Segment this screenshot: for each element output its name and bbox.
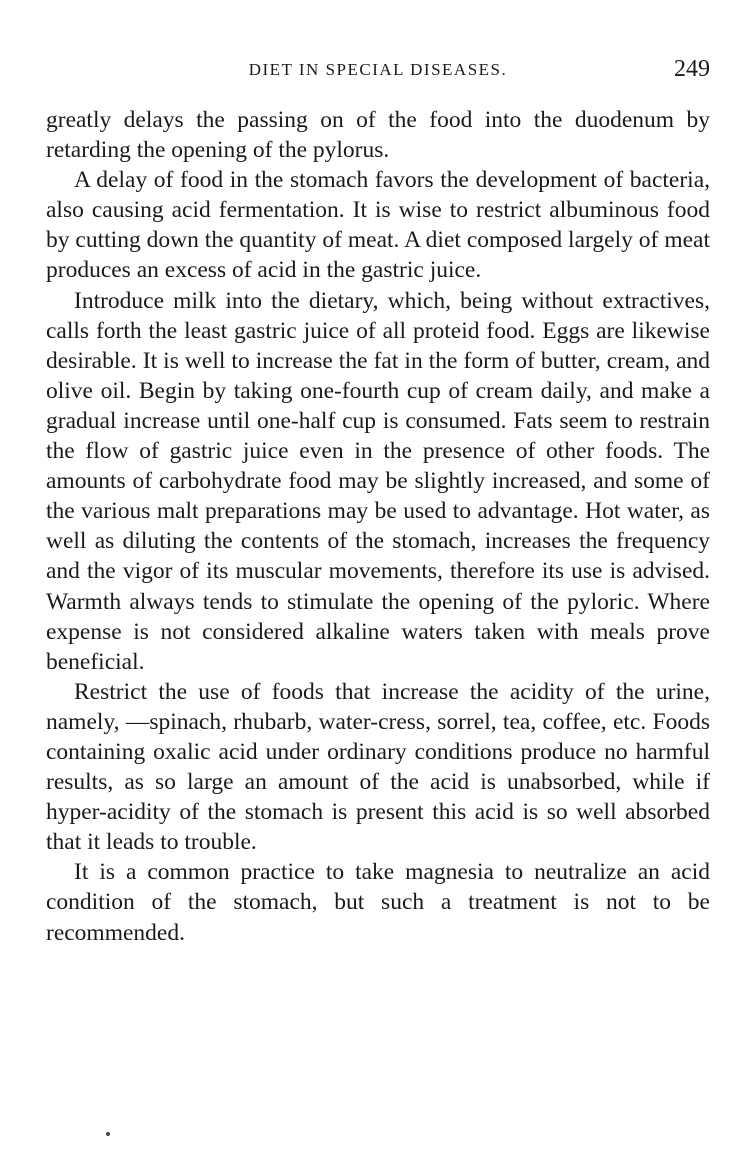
page-number: 249	[674, 56, 710, 82]
body-text	[46, 105, 710, 948]
running-head	[46, 56, 710, 94]
paragraph: It is a common practice to take magnesia to neutralize an acid condition of the stomach, but such a treatment is not to be recommended.	[46, 859, 710, 946]
paragraph: Restrict the use of foods that increase the acidity of the urine, namely, —spinach, rhubarb, water-cress, sorrel, tea, coffee, etc. Foods containing oxalic acid under ordinary conditions produce no harmful results, as so large an amount of the acid is unabsorbed, while if hyper-acidity of the stomach is present this acid is so well absorbed that it leads to trouble.	[46, 678, 710, 856]
paragraph: A delay of food in the stomach favors the development of bacteria, also causing acid fermentation. It is wise to restrict albuminous food by cutting down the quantity of meat. A diet composed largely of meat produces an excess of acid in the gastric juice.	[46, 167, 710, 284]
paragraph: Introduce milk into the dietary, which, being without extractives, calls forth the least gastric juice of all proteid food. Eggs are likewise desirable. It is well to increase the fat in the form of butter, cream, and olive oil. Begin by taking one-fourth cup of cream daily, and make a gradual increase until one-half cup is consumed. Fats seem to restrain the flow of gastric juice even in the presence of other foods. The amounts of carbohydrate food may be slightly increased, and some of the various malt preparations may be used to advantage. Hot water, as well as diluting the contents of the stomach, increases the frequency and the vigor of its muscular movements, therefore its use is advised. Warmth always tends to stimulate the opening of the pyloric. Where expense is not considered alkaline waters taken with meals prove beneficial.	[46, 287, 710, 675]
running-title: DIET IN SPECIAL DISEASES.	[248, 60, 508, 79]
paragraph-continued: greatly delays the passing on of the food into the duodenum by retarding the opening of the pylorus.	[46, 107, 710, 164]
ink-speck	[106, 1132, 110, 1136]
